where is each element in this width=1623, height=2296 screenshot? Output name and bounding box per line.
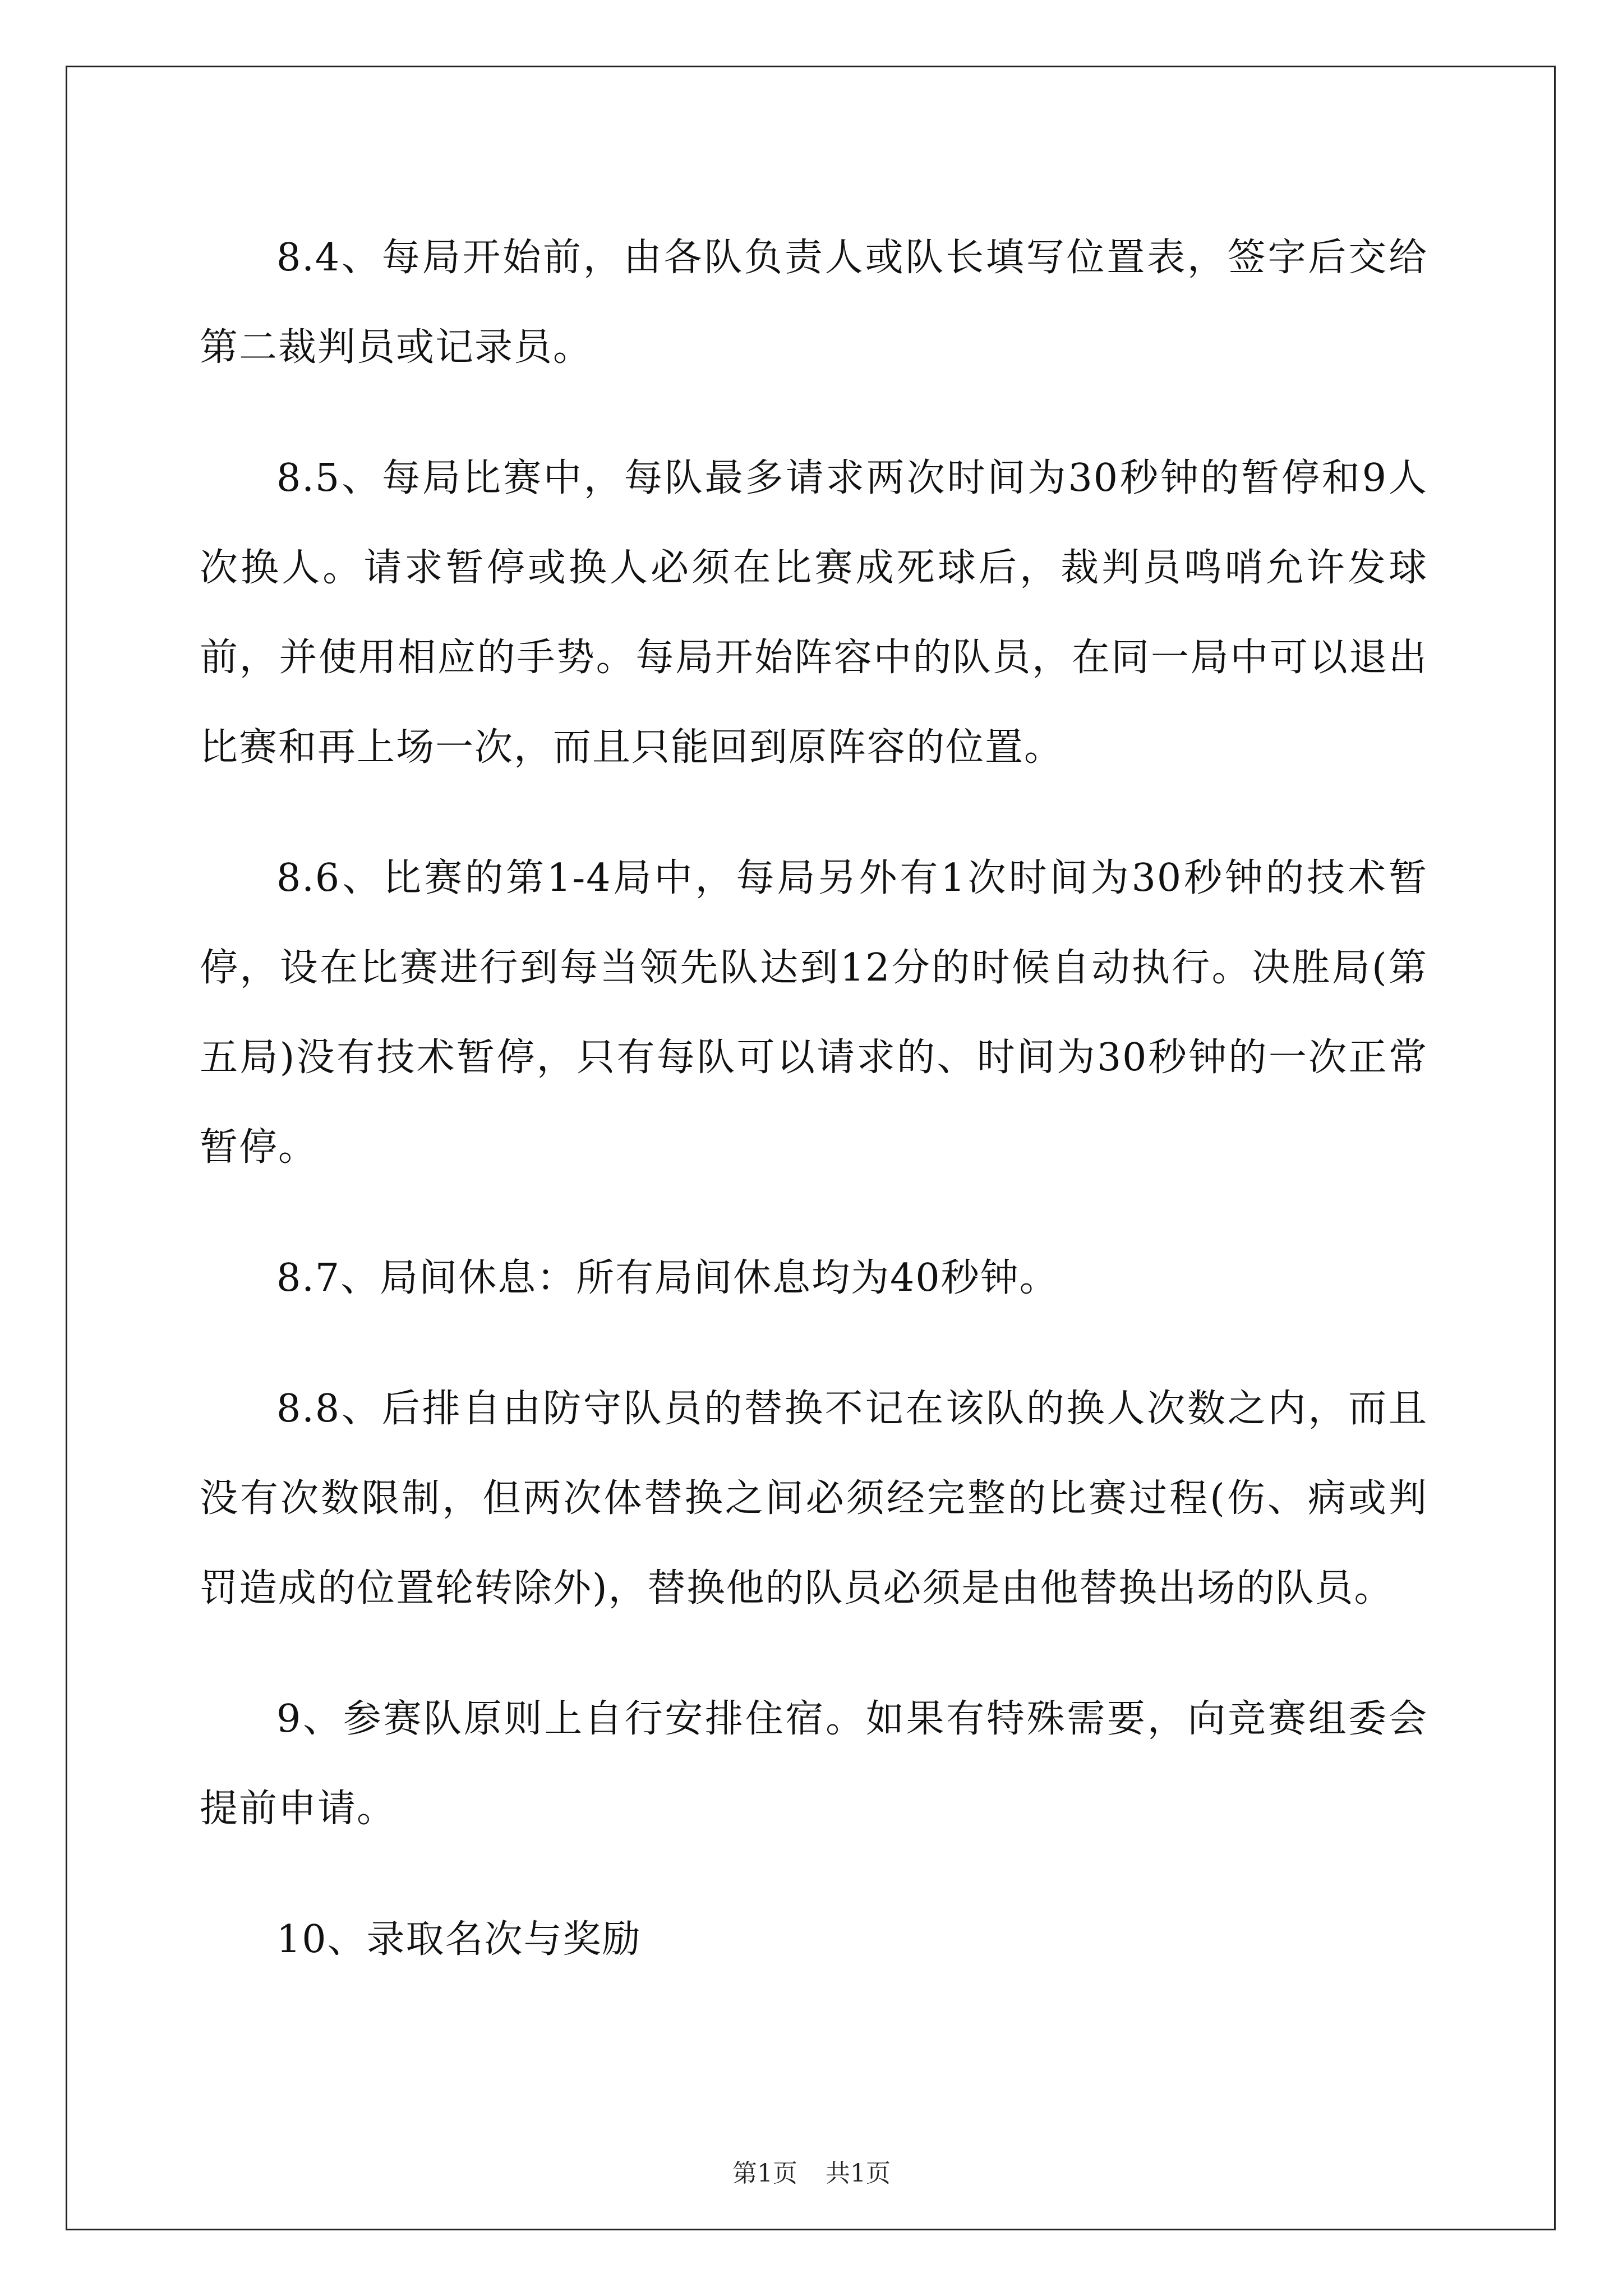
paragraph-8-7: 8.7、局间休息：所有局间休息均为40秒钟。 xyxy=(276,1256,1059,1300)
paragraph-8-8: 8.8、后排自由防守队员的替换不记在该队的换人次数之内，而且没有次数限制，但两次体替换之间必须经完整的比赛过程(伤、病或判罚造成的位置轮转除外)，替换他的队员必须是由他替换出场的队员。 xyxy=(200,1387,1428,1611)
paragraph-10: 10、录取名次与奖励 xyxy=(276,1917,642,1962)
paragraph-8-5: 8.5、每局比赛中，每队最多请求两次时间为30秒钟的暂停和9人次换人。请求暂停或换人必须在比赛成死球后，裁判员鸣哨允许发球前，并使用相应的手势。每局开始阵容中的队员，在同一局中可以退出比赛和再上场一次，而且只能回到原阵容的位置。 xyxy=(200,456,1428,770)
paragraph-8-6: 8.6、比赛的第1-4局中，每局另外有1次时间为30秒钟的技术暂停，设在比赛进行到每当领先队达到12分的时候自动执行。决胜局(第五局)没有技术暂停，只有每队可以请求的、时间为30秒钟的一次正常暂停。 xyxy=(200,856,1428,1170)
document-body xyxy=(200,213,1428,2026)
paragraph-8-4: 8.4、每局开始前，由各队负责人或队长填写位置表，签字后交给第二裁判员或记录员。 xyxy=(200,236,1428,370)
page-footer xyxy=(0,2157,1623,2191)
paragraph-9: 9、参赛队原则上自行安排住宿。如果有特殊需要，向竞赛组委会提前申请。 xyxy=(200,1697,1428,1831)
page-number-current: 第1页 xyxy=(732,2159,797,2188)
page-number-total: 共1页 xyxy=(826,2159,891,2188)
